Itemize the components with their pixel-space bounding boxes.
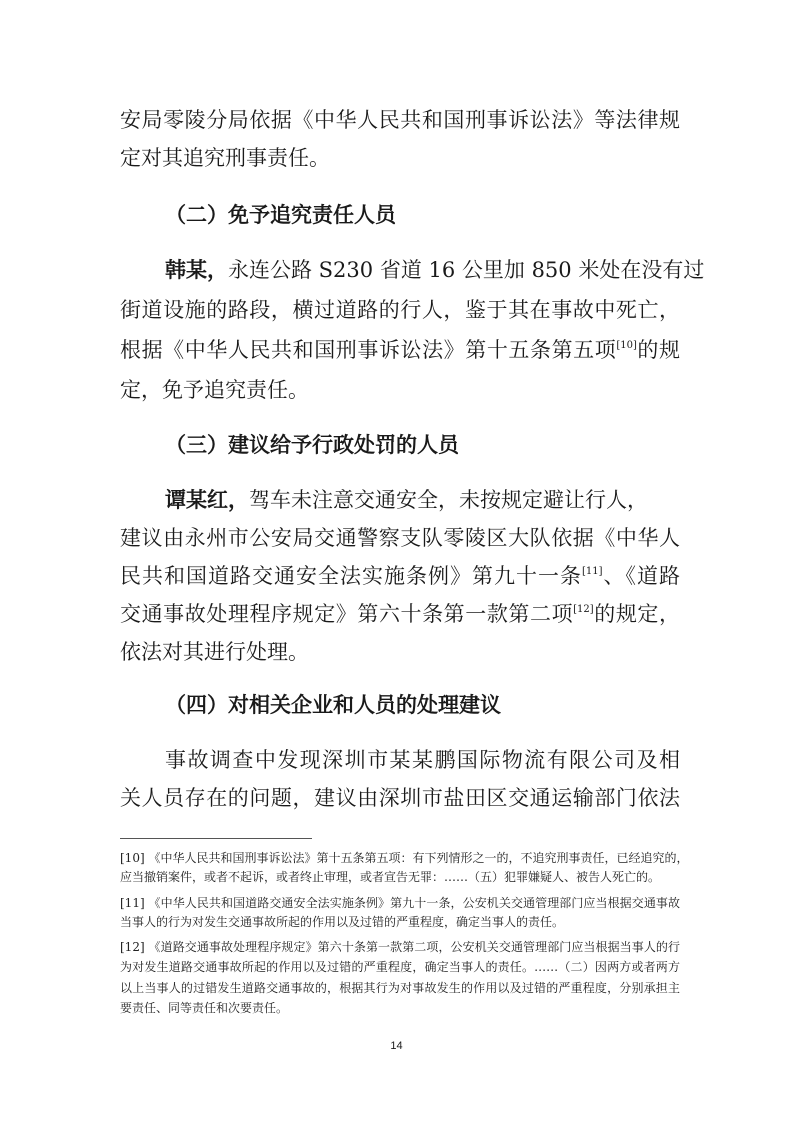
text-segment: 根据《中华人民共和国刑事诉讼法》第十五条第五项	[120, 338, 617, 362]
footnote-line: 为对发生道路交通事故所起的作用以及过错的严重程度，确定当事人的责任。……（二）因两方或者两方	[120, 960, 680, 974]
text-line	[120, 562, 680, 590]
footnote-line: [11] 《中华人民共和国道路交通安全法实施条例》第九十一条，公安机关交通管理部门应当根据交通事故	[120, 896, 680, 910]
text-line	[120, 600, 680, 628]
footnote-divider	[120, 838, 312, 839]
text-line	[120, 336, 680, 364]
section-heading-4: （四）对相关企业和人员的处理建议	[165, 692, 501, 717]
section-heading-3: （三）建议给予行政处罚的人员	[165, 432, 459, 457]
text-segment: 民共和国道路交通安全法实施条例》第九十一条	[120, 564, 582, 588]
person-name: 谭某红，	[165, 487, 249, 512]
footnote-line: [12] 《道路交通事故处理程序规定》第六十条第一款第二项，公安机关交通管理部门应当根据当事人的行	[120, 940, 680, 954]
footnote-line: 以上当事人的过错发生道路交通事故的，根据其行为对事故发生的作用以及过错的严重程度，分别承担主	[120, 981, 680, 995]
footnote-ref: [11]	[581, 566, 603, 577]
footnote-ref: [10]	[616, 340, 637, 351]
text-segment: 的规	[636, 338, 681, 362]
footnote-line: 要责任、同等责任和次要责任。	[120, 1001, 289, 1015]
text-segment: 的规定，	[593, 602, 681, 626]
text-line	[165, 486, 680, 514]
text-line: 安局零陵分局依据《中华人民共和国刑事诉讼法》等法律规	[120, 108, 680, 132]
section-heading-2: （二）免予追究责任人员	[165, 202, 396, 227]
text-line	[165, 256, 705, 284]
text-line: 依法对其进行处理。	[120, 640, 309, 664]
text-segment: 交通事故处理程序规定》第六十条第一款第二项	[120, 602, 574, 626]
text-line: 建议由永州市公安局交通警察支队零陵区大队依据《中华人	[120, 526, 680, 550]
footnote-line: [10] 《中华人民共和国刑事诉讼法》第十五条第五项：有下列情形之一的，不追究刑事责任，已经追究的，	[120, 851, 689, 865]
page-number: 14	[390, 1040, 403, 1052]
text-segment: 永连公路 S230 省道 16 公里加 850 米处在没有过	[228, 258, 705, 282]
text-line: 关人员存在的问题，建议由深圳市盐田区交通运输部门依法	[120, 786, 680, 810]
text-segment: 、《道路	[602, 564, 681, 588]
footnote-line: 当事人的行为对发生交通事故所起的作用以及过错的严重程度，确定当事人的责任。	[120, 915, 565, 929]
footnote-ref: [12]	[573, 604, 594, 615]
person-name: 韩某，	[165, 257, 228, 282]
text-line: 定对其追究刑事责任。	[120, 146, 330, 170]
text-line: 定，免予追究责任。	[120, 378, 309, 402]
footnote-line: 应当撤销案件，或者不起诉，或者终止审理，或者宣告无罪：……（五）犯罪嫌疑人、被告人死亡的。	[120, 870, 661, 884]
text-segment: 驾车未注意交通安全，未按规定避让行人，	[249, 488, 648, 512]
text-line: 街道设施的路段，横过道路的行人，鉴于其在事故中死亡，	[120, 298, 680, 322]
text-line: 事故调查中发现深圳市某某鹏国际物流有限公司及相	[165, 748, 680, 772]
